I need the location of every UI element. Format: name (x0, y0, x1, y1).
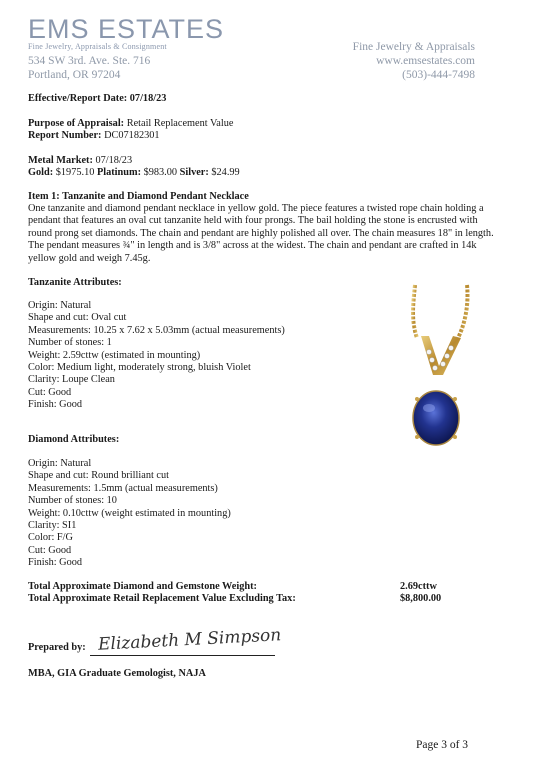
address-line-1: 534 SW 3rd. Ave. Ste. 716 (28, 55, 151, 67)
tanzanite-attributes (28, 300, 285, 412)
diamond-attributes (28, 458, 231, 570)
attribute-line: Clarity: Loupe Clean (28, 374, 115, 386)
page-number: Page 3 of 3 (416, 739, 469, 751)
report-number-label: Report Number: (28, 130, 102, 141)
pendant-photo (385, 280, 480, 455)
attribute-line: Color: F/G (28, 532, 73, 544)
gold-label: Gold: (28, 167, 54, 178)
attribute-line: Weight: 2.59cttw (estimated in mounting) (28, 349, 201, 361)
attribute-line: Clarity: SI1 (28, 520, 77, 532)
attribute-line: Number of stones: 10 (28, 495, 117, 507)
attribute-line: Color: Medium light, moderately strong, bluish Violet (28, 362, 251, 374)
website-link[interactable]: www.emsestates.com (376, 55, 475, 67)
platinum-label: Platinum: (96, 167, 142, 178)
silver-label: Silver: (179, 167, 209, 178)
tanzanite-heading: Tanzanite Attributes: (28, 277, 122, 288)
attribute-line: Cut: Good (28, 386, 72, 398)
credentials: MBA, GIA Graduate Gemologist, NAJA (28, 668, 206, 679)
total-weight-label: Total Approximate Diamond and Gemstone Weight: (28, 581, 257, 592)
header-right-title: Fine Jewelry & Appraisals (352, 41, 475, 53)
purpose-label: Purpose of Appraisal: (28, 118, 125, 129)
attribute-line: Shape and cut: Round brilliant cut (28, 470, 169, 482)
metal-market-line (28, 155, 132, 167)
company-tagline: Fine Jewelry, Appraisals & Consignment (28, 42, 167, 51)
attribute-line: Measurements: 1.5mm (actual measurements) (28, 482, 218, 494)
metal-prices-line (28, 167, 240, 179)
item-description: One tanzanite and diamond pendant necklace in yellow gold. The piece features a twisted rope chain holding a pendant that features an oval cut tanzanite held with four prongs. The bail holding the stone is encrusted with round prong set diamonds. The chain and pendant are highly polished all over. The chain measures 18" in length. The pendant measures ¾" in length and is 3/8" across at the widest. The chain and pendant are crafted in 14k yellow gold and weigh 7.45g. (28, 203, 494, 264)
prepared-by-label: Prepared by: (28, 642, 86, 653)
attribute-line: Origin: Natural (28, 300, 92, 311)
total-value-value: $8,800.00 (400, 593, 442, 604)
attribute-line: Weight: 0.10cttw (weight estimated in mounting) (28, 507, 231, 519)
total-value-label: Total Approximate Retail Replacement Value Excluding Tax: (28, 593, 296, 604)
gold-value: $1975.10 (53, 167, 97, 178)
phone-number: (503)-444-7498 (402, 69, 475, 81)
diamond-heading: Diamond Attributes: (28, 434, 120, 445)
silver-value: $24.99 (208, 167, 240, 178)
purpose-value: Retail Replacement Value (124, 118, 234, 129)
attribute-line: Finish: Good (28, 399, 83, 411)
item-title: Item 1: Tanzanite and Diamond Pendant Necklace (28, 191, 249, 202)
attribute-line: Shape and cut: Oval cut (28, 312, 127, 324)
report-number-value: DC07182301 (101, 130, 160, 141)
purpose-line (28, 118, 233, 130)
signature-image: Elizabeth M Simpson (97, 625, 282, 655)
attribute-line: Cut: Good (28, 544, 72, 556)
company-logo: EMS ESTATES (28, 14, 225, 44)
platinum-value: $983.00 (141, 167, 180, 178)
attribute-line: Number of stones: 1 (28, 337, 112, 349)
address-line-2: Portland, OR 97204 (28, 69, 121, 81)
report-number-line (28, 130, 160, 142)
attribute-line: Origin: Natural (28, 458, 92, 469)
attribute-line: Finish: Good (28, 557, 83, 569)
signature-line (90, 655, 275, 656)
metal-market-label: Metal Market: (28, 155, 93, 166)
effective-date: Effective/Report Date: 07/18/23 (28, 93, 167, 104)
metal-market-value: 07/18/23 (92, 155, 133, 166)
total-weight-value: 2.69cttw (400, 581, 437, 592)
attribute-line: Measurements: 10.25 x 7.62 x 5.03mm (actual measurements) (28, 324, 285, 336)
